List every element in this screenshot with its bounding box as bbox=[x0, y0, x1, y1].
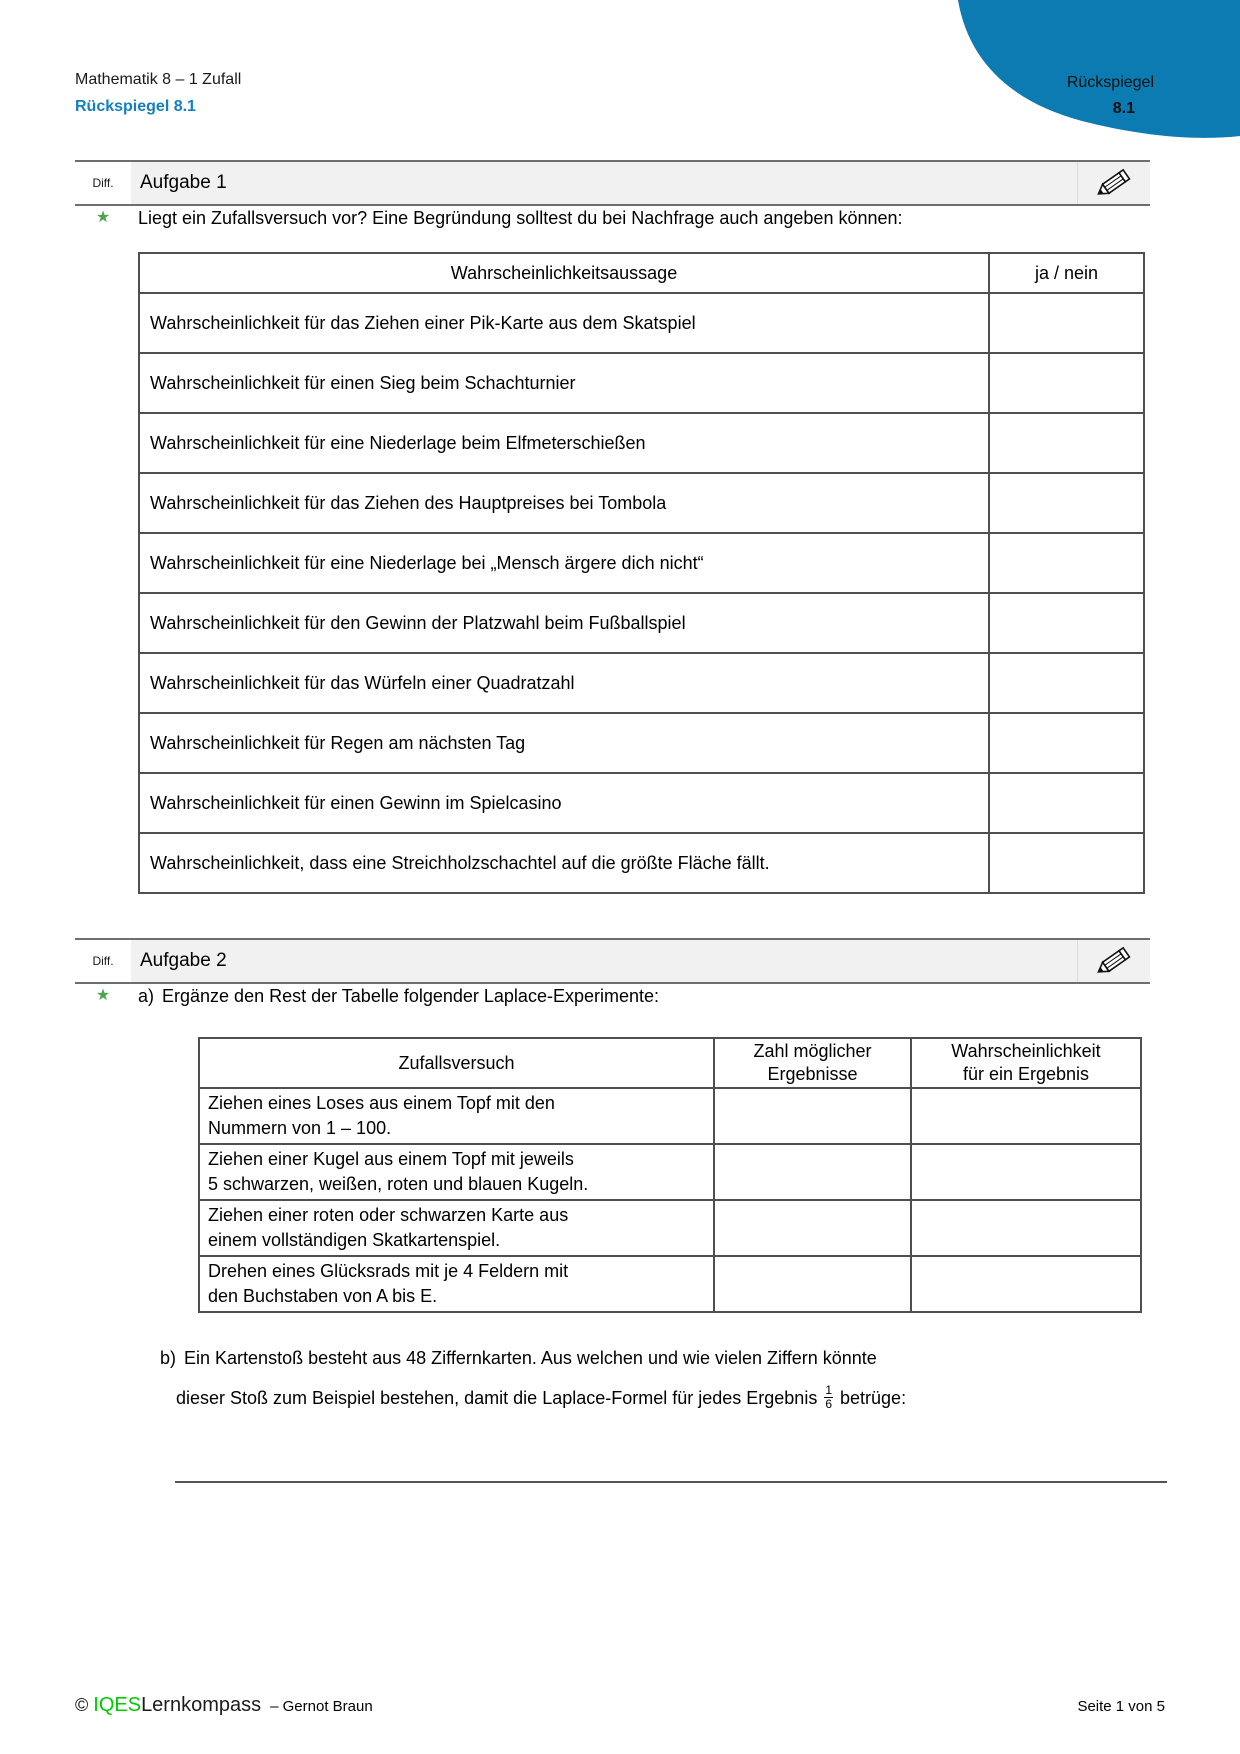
answer-line[interactable] bbox=[175, 1481, 1167, 1483]
corner-label bbox=[1067, 70, 1154, 122]
task1-intro-text: Liegt ein Zufallsversuch vor? Eine Begründung solltest du bei Nachfrage auch angeben können: bbox=[138, 208, 903, 228]
task1-header-band bbox=[75, 160, 1150, 206]
table-row bbox=[199, 1144, 1141, 1200]
part-a-label: a) bbox=[138, 986, 155, 1006]
answer-cell[interactable] bbox=[989, 413, 1144, 473]
table-row bbox=[139, 833, 1144, 893]
experiment-cell bbox=[199, 1088, 714, 1144]
answer-cell[interactable] bbox=[911, 1088, 1141, 1144]
table-row bbox=[139, 473, 1144, 533]
experiment-cell bbox=[199, 1144, 714, 1200]
fraction-denominator: 6 bbox=[825, 1397, 833, 1411]
answer-cell[interactable] bbox=[714, 1144, 911, 1200]
course-title: Mathematik 8 – 1 Zufall bbox=[75, 71, 242, 88]
corner-number: 8.1 bbox=[1112, 100, 1135, 117]
part-a-instruction: Ergänze den Rest der Tabelle folgender Laplace-Experimente: bbox=[162, 986, 659, 1006]
col-header-ja-nein: ja / nein bbox=[989, 253, 1144, 293]
star-icon: ★ bbox=[95, 987, 111, 1004]
table-row bbox=[199, 1256, 1141, 1312]
task2b-line1 bbox=[160, 1346, 1170, 1370]
part-b-label: b) bbox=[160, 1348, 177, 1368]
answer-cell[interactable] bbox=[989, 353, 1144, 413]
table-row bbox=[139, 773, 1144, 833]
table-row bbox=[139, 593, 1144, 653]
experiment-line: Ziehen einer Kugel aus einem Topf mit jeweils bbox=[208, 1149, 574, 1169]
experiment-line: Drehen eines Glücksrads mit je 4 Feldern mit bbox=[208, 1261, 569, 1281]
answer-cell[interactable] bbox=[989, 653, 1144, 713]
header-line: für ein Ergebnis bbox=[962, 1064, 1090, 1084]
col-header-statement: Wahrscheinlichkeitsaussage bbox=[139, 253, 989, 293]
table-row bbox=[139, 353, 1144, 413]
task2-table bbox=[198, 1037, 1142, 1313]
task2-header-band bbox=[75, 938, 1150, 984]
answer-cell[interactable] bbox=[911, 1200, 1141, 1256]
star-icon: ★ bbox=[95, 209, 111, 226]
answer-cell[interactable] bbox=[989, 773, 1144, 833]
experiment-line: 5 schwarzen, weißen, roten und blauen Kugeln. bbox=[208, 1174, 589, 1194]
pencil-icon bbox=[1077, 162, 1150, 204]
table-row bbox=[139, 413, 1144, 473]
corner-title: Rückspiegel bbox=[1066, 74, 1154, 91]
experiment-cell bbox=[199, 1200, 714, 1256]
header-line: Zahl möglicher bbox=[753, 1041, 872, 1061]
answer-cell[interactable] bbox=[989, 533, 1144, 593]
experiment-line: Ziehen einer roten oder schwarzen Karte aus bbox=[208, 1205, 569, 1225]
task2-diff-label: Diff. bbox=[75, 940, 131, 982]
part-b-text-line1: Ein Kartenstoß besteht aus 48 Ziffernkarten. Aus welchen und wie vielen Ziffern könnte bbox=[184, 1348, 877, 1368]
page-footer bbox=[75, 1694, 1165, 1717]
answer-cell[interactable] bbox=[714, 1200, 911, 1256]
answer-cell[interactable] bbox=[714, 1088, 911, 1144]
task1-title: Aufgabe 1 bbox=[131, 162, 1077, 204]
answer-cell[interactable] bbox=[911, 1144, 1141, 1200]
statement-cell: Wahrscheinlichkeit für eine Niederlage beim Elfmeterschießen bbox=[139, 413, 989, 473]
table-row bbox=[199, 1200, 1141, 1256]
document-header bbox=[75, 66, 241, 120]
statement-cell: Wahrscheinlichkeit für den Gewinn der Platzwahl beim Fußballspiel bbox=[139, 593, 989, 653]
task2b-paragraph bbox=[160, 1346, 1170, 1411]
experiment-line: einem vollständigen Skatkartenspiel. bbox=[208, 1230, 501, 1250]
page-number: Seite 1 von 5 bbox=[1077, 1698, 1165, 1715]
task2a-intro-row bbox=[75, 984, 1165, 1008]
experiment-line: Ziehen eines Loses aus einem Topf mit den bbox=[208, 1093, 555, 1113]
statement-cell: Wahrscheinlichkeit für das Würfeln einer Quadratzahl bbox=[139, 653, 989, 713]
fraction-numerator: 1 bbox=[825, 1383, 833, 1397]
header-line: Wahrscheinlichkeit bbox=[951, 1041, 1101, 1061]
table-row bbox=[139, 293, 1144, 353]
statement-cell: Wahrscheinlichkeit für das Ziehen des Hauptpreises bei Tombola bbox=[139, 473, 989, 533]
answer-cell[interactable] bbox=[911, 1256, 1141, 1312]
task2b-line2 bbox=[160, 1384, 1170, 1411]
answer-cell[interactable] bbox=[989, 473, 1144, 533]
pencil-icon bbox=[1077, 940, 1150, 982]
copyright-icon: © bbox=[75, 1695, 89, 1715]
table-row bbox=[139, 533, 1144, 593]
experiment-cell bbox=[199, 1256, 714, 1312]
table-row bbox=[139, 653, 1144, 713]
header-line: Ergebnisse bbox=[767, 1064, 858, 1084]
brand-lernkompass: Lernkompass bbox=[141, 1694, 262, 1716]
answer-cell[interactable] bbox=[989, 833, 1144, 893]
part-b-text-after: betrüge: bbox=[840, 1387, 907, 1408]
answer-cell[interactable] bbox=[989, 713, 1144, 773]
task1-diff-label: Diff. bbox=[75, 162, 131, 204]
statement-cell: Wahrscheinlichkeit für einen Sieg beim Schachturnier bbox=[139, 353, 989, 413]
col-header-wahrscheinlichkeit bbox=[911, 1038, 1141, 1088]
statement-cell: Wahrscheinlichkeit für das Ziehen einer Pik-Karte aus dem Skatspiel bbox=[139, 293, 989, 353]
experiment-line: den Buchstaben von A bis E. bbox=[208, 1286, 438, 1306]
task1-intro-row bbox=[75, 206, 1165, 230]
sheet-subtitle: Rückspiegel 8.1 bbox=[75, 98, 196, 115]
table-header-row bbox=[139, 253, 1144, 293]
col-header-zufallsversuch: Zufallsversuch bbox=[199, 1038, 714, 1088]
answer-cell[interactable] bbox=[714, 1256, 911, 1312]
statement-cell: Wahrscheinlichkeit für eine Niederlage bei „Mensch ärgere dich nicht“ bbox=[139, 533, 989, 593]
answer-cell[interactable] bbox=[989, 293, 1144, 353]
table-row bbox=[139, 713, 1144, 773]
fraction-one-sixth bbox=[824, 1384, 833, 1411]
answer-cell[interactable] bbox=[989, 593, 1144, 653]
statement-cell: Wahrscheinlichkeit für einen Gewinn im Spielcasino bbox=[139, 773, 989, 833]
statement-cell: Wahrscheinlichkeit für Regen am nächsten Tag bbox=[139, 713, 989, 773]
task2a-text bbox=[138, 984, 659, 1008]
table-header-row bbox=[199, 1038, 1141, 1088]
part-b-text-line2: dieser Stoß zum Beispiel bestehen, damit die Laplace-Formel für jedes Ergebnis bbox=[176, 1387, 818, 1408]
brand-iqes: IQES bbox=[93, 1694, 142, 1716]
task1-table bbox=[138, 252, 1145, 894]
author-credit: – Gernot Braun bbox=[270, 1698, 373, 1715]
statement-cell: Wahrscheinlichkeit, dass eine Streichholzschachtel auf die größte Fläche fällt. bbox=[139, 833, 989, 893]
task2-title: Aufgabe 2 bbox=[131, 940, 1077, 982]
experiment-line: Nummern von 1 – 100. bbox=[208, 1118, 392, 1138]
col-header-ergebnisse bbox=[714, 1038, 911, 1088]
table-row bbox=[199, 1088, 1141, 1144]
